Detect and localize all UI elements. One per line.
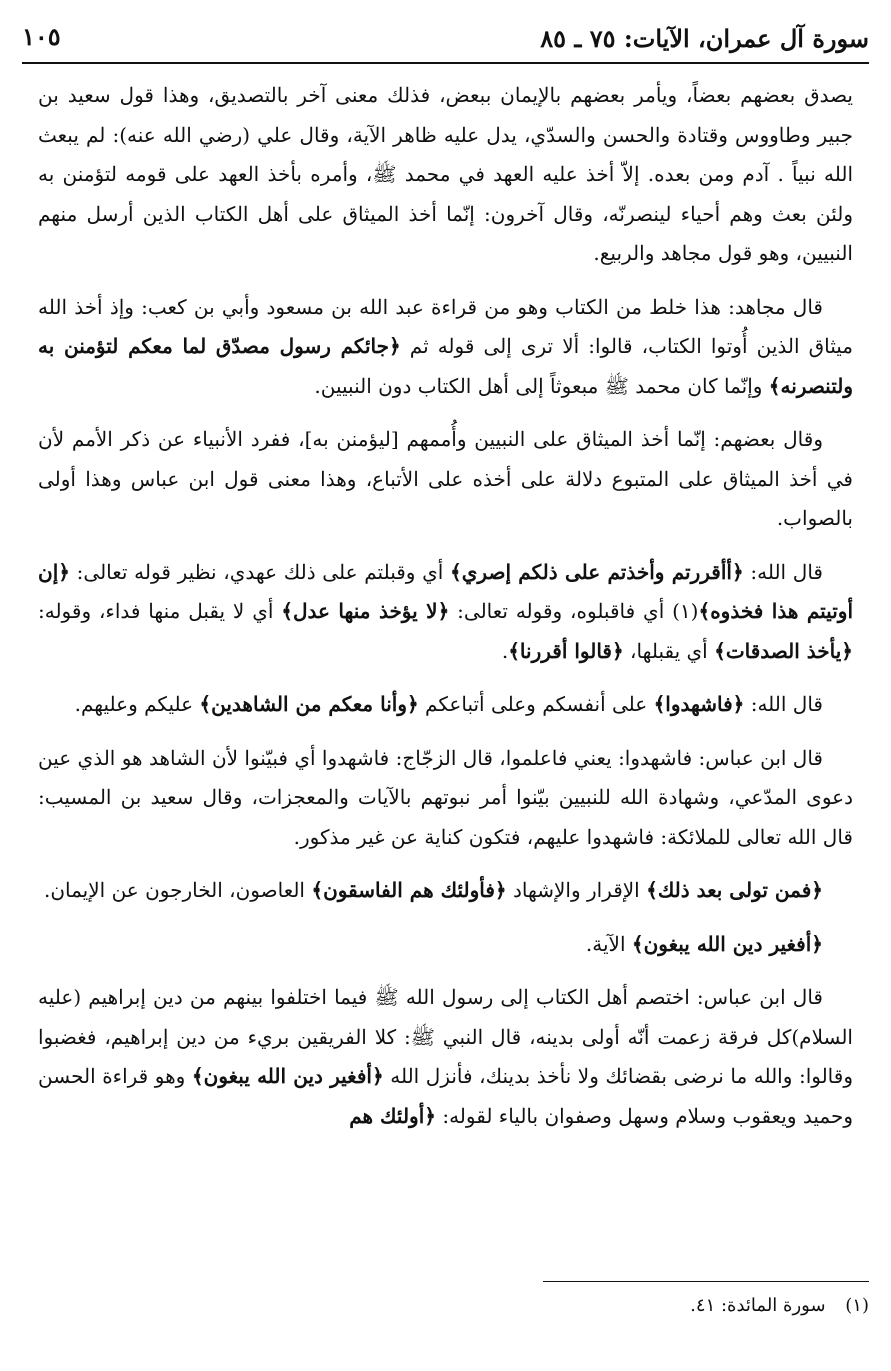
header-rule bbox=[22, 62, 869, 64]
paragraph-4: قال الله: ﴿أأقررتم وأخذتم على ذلكم إصري﴾ أي وقبلتم على ذلك عهدي، نظير قوله تعالى: ﴿إن أوتيتم هذا فخذوه﴾(١) أي فاقبلوه، وقوله تعالى: ﴿لا يؤخذ منها عدل﴾ أي لا يقبل منها فداء، وقوله: ﴿يأخذ الصدقات﴾ أي يقبلها، ﴿قالوا أقررنا﴾. bbox=[38, 559, 853, 663]
quran-quote: ﴿أأقررتم وأخذتم على ذلكم إصري﴾ bbox=[450, 559, 744, 584]
quran-quote: ﴿يأخذ الصدقات﴾ bbox=[714, 638, 853, 663]
quran-quote: ﴿أفغير دين الله يبغون﴾ bbox=[191, 1064, 384, 1088]
footnote-text: سورة المائدة: ٤١. bbox=[690, 1295, 826, 1316]
quran-quote: ﴿أولئك هم bbox=[349, 1103, 436, 1128]
paragraph-7: ﴿فمن تولى بعد ذلك﴾ الإقرار والإشهاد ﴿فأولئك هم الفاسقون﴾ العاصون، الخارجون عن الإيمان. bbox=[43, 878, 823, 902]
quran-quote: ﴿لا يؤخذ منها عدل﴾ bbox=[281, 599, 450, 623]
main-text bbox=[38, 76, 853, 1150]
footnote-rule bbox=[543, 1281, 869, 1282]
quran-quote: ﴿أفغير دين الله يبغون﴾ bbox=[631, 931, 823, 956]
quran-quote: ﴿قالوا أقررنا﴾ bbox=[508, 638, 624, 663]
paragraph-6: قال ابن عباس: فاشهدوا: يعني فاعلموا، قال الزجّاج: فاشهدوا أي فبيّنوا لأن الشاهد هو الذي عين دعوى المدّعي، وشهادة الله للنبيين بيّنوا أمر نبوتهم بالآيات والمعجزات، وقال سعيد بن المسيب: قال الله تعالى للملائكة: فاشهدوا عليهم، فتكون كناية عن غير مذكور. bbox=[38, 745, 853, 849]
quran-quote: ﴿جائكم رسول مصدّق لما معكم لتؤمنن به ولتنصرنه﴾ bbox=[38, 334, 853, 398]
quran-quote: ﴿فأولئك هم الفاسقون﴾ bbox=[311, 878, 507, 902]
paragraph-1: يصدق بعضهم بعضاً، ويأمر بعضهم بالإيمان ببعض، فذلك معنى آخر بالتصديق، وهذا قول سعيد بن جبير وطاووس وقتادة والحسن والسدّي، يدل عليه ظاهر الآية، وقال علي (رضي الله عنه): لم يبعث الله نبياً . آدم ومن بعده. إلاّ أخذ عليه العهد في محمد ﷺ، وأمره بأخذ العهد على قومه لتؤمنن به ولئن بعث وهم أحياء لينصرنّه، وقال آخرون: إنّما أخذ الميثاق على أهل الكتاب الذين أرسل منهم النبيين، وهو قول مجاهد والربيع. bbox=[38, 83, 853, 265]
running-title: سورة آل عمران، الآيات: ٧٥ ـ ٨٥ bbox=[540, 24, 869, 53]
quran-quote: ﴿فاشهدوا﴾ bbox=[653, 692, 745, 716]
page-number: ١٠٥ bbox=[22, 22, 61, 51]
quran-quote: ﴿وأنا معكم من الشاهدين﴾ bbox=[199, 692, 419, 716]
paragraph-2: قال مجاهد: هذا خلط من الكتاب وهو من قراءة عبد الله بن مسعود وأبي بن كعب: وإذ أخذ الله ميثاق الذين أُوتوا الكتاب، قالوا: ألا ترى إلى قوله ثم ﴿جائكم رسول مصدّق لما معكم لتؤمنن به ولتنصرنه﴾ وإنّما كان محمد ﷺ مبعوثاً إلى أهل الكتاب دون النبيين. bbox=[38, 294, 853, 398]
footnote-number: (١) bbox=[845, 1295, 869, 1316]
paragraph-3: وقال بعضهم: إنّما أخذ الميثاق على النبيين وأُممهم [ليؤمنن به]، ففرد الأنبياء عن ذكر الأمم لأن في أخذ الميثاق على المتبوع دلالة على أخذه على الأتباع، وهذا معنى قول ابن عباس وهذا أولى بالصواب. bbox=[38, 427, 853, 530]
page-header bbox=[22, 20, 869, 60]
quran-quote: ﴿إن أوتيتم هذا فخذوه﴾ bbox=[38, 559, 853, 623]
footnote bbox=[22, 1291, 869, 1321]
quran-quote: ﴿فمن تولى بعد ذلك﴾ bbox=[646, 878, 823, 902]
paragraph-5: قال الله: ﴿فاشهدوا﴾ على أنفسكم وعلى أتباعكم ﴿وأنا معكم من الشاهدين﴾ عليكم وعليهم. bbox=[74, 692, 823, 716]
paragraph-8: ﴿أفغير دين الله يبغون﴾ الآية. bbox=[585, 931, 823, 956]
paragraph-9: قال ابن عباس: اختصم أهل الكتاب إلى رسول الله ﷺ فيما اختلفوا بينهم من دين إبراهيم (عليه السلام)كل فرقة زعمت أنّه أولى بدينه، قال النبي ﷺ: كلا الفريقين بريء من دين إبراهيم، فغضبوا وقالوا: والله ما نرضى بقضائك ولا نأخذ بدينك، فأنزل الله ﴿أفغير دين الله يبغون﴾ وهو قراءة الحسن وحميد ويعقوب وسلام وسهل وصفوان بالياء لقوله: ﴿أولئك هم bbox=[38, 985, 853, 1128]
